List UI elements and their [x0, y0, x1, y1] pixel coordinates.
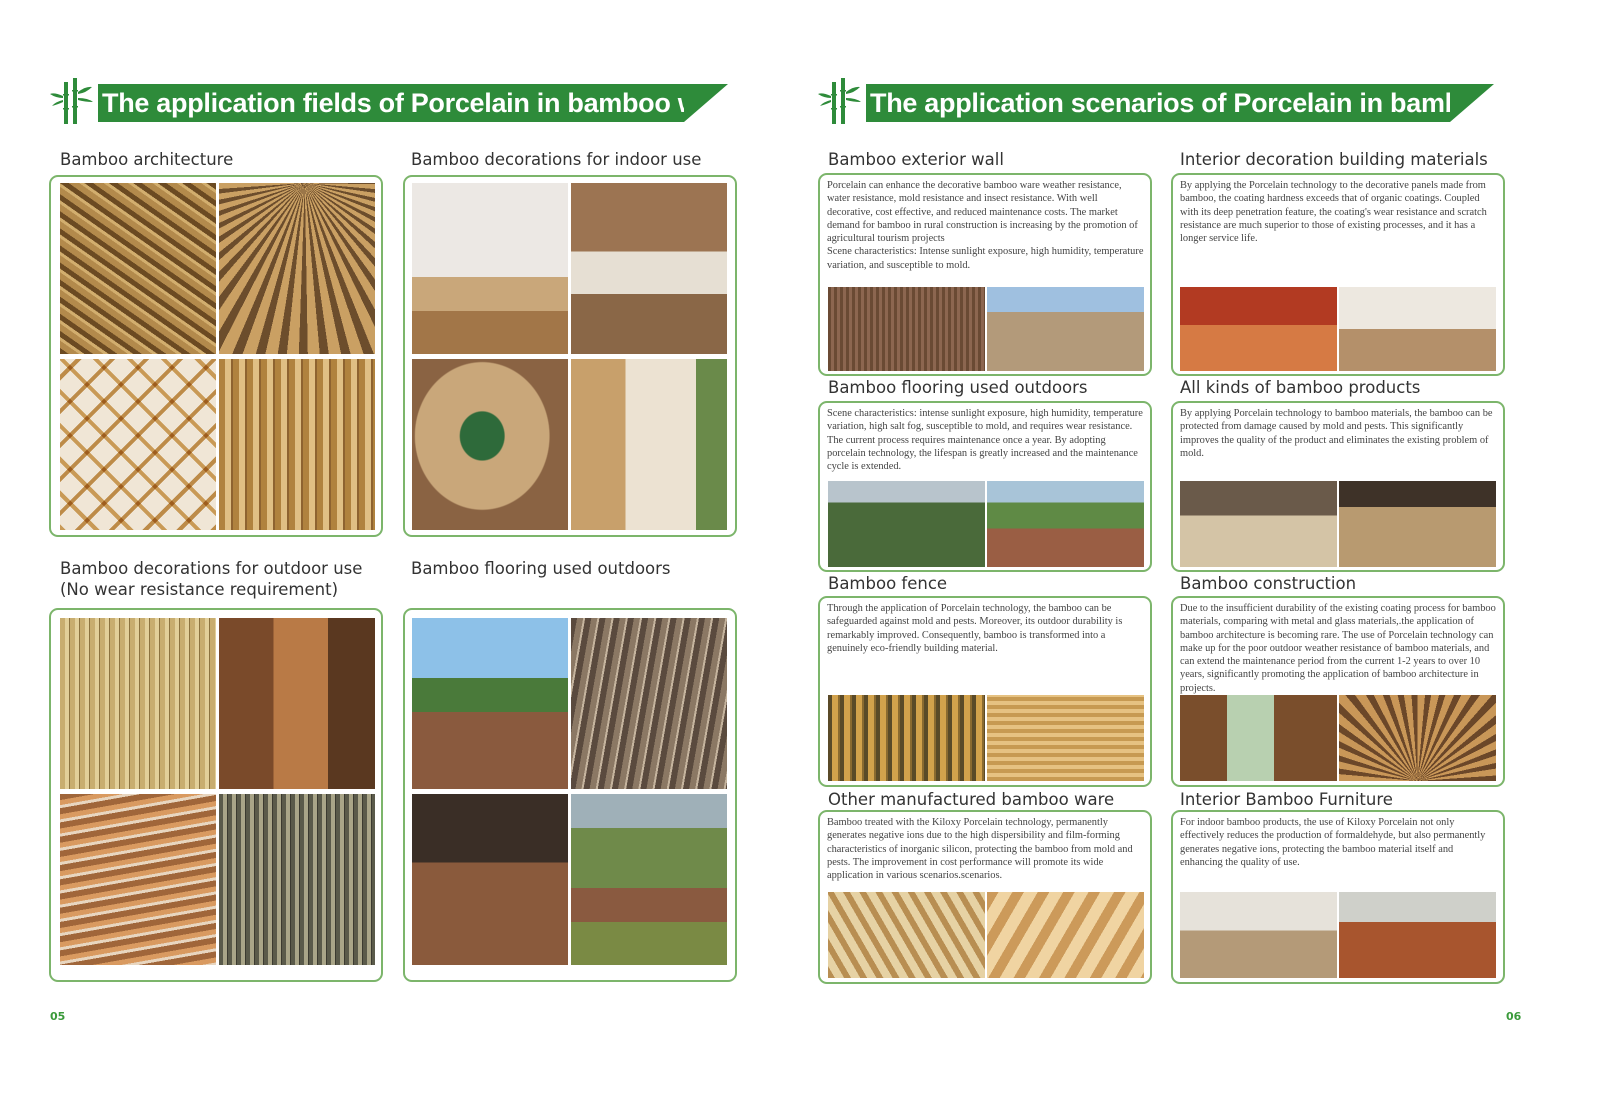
- page-number-right: 06: [1506, 1010, 1522, 1023]
- left-heading: The application fields of Porcelain in bamboo ware.: [102, 88, 746, 118]
- photo: [828, 695, 985, 781]
- photo: [1180, 287, 1337, 371]
- scenario-card-interior-materials: [1171, 173, 1505, 376]
- scenario-card-bamboo-fence: [818, 596, 1152, 787]
- photo: [219, 794, 375, 965]
- scenario-text: Due to the insufficient durability of the existing coating process for bamboo materials, comparing with metal and glass materials,.the application of bamboo architecture is becoming rare. The use of Porcelain technology can make up for the poor outdoor weather resistance of bamboo materials, and can extend the maintenance period from the current 1-2 years to over 10 years, significantly promoting the application of bamboo architecture in projects.: [1180, 603, 1496, 694]
- photo: [412, 359, 568, 530]
- photo: [571, 183, 727, 354]
- photo: [828, 481, 985, 567]
- photo: [1180, 695, 1337, 781]
- scenario-title: Interior Bamboo Furniture: [1180, 790, 1393, 809]
- photo: [219, 618, 375, 789]
- bamboo-icon: [818, 78, 862, 124]
- caption-indoor-decorations: Bamboo decorations for indoor use: [411, 150, 702, 169]
- page-number-left: 05: [50, 1010, 66, 1023]
- caption-outdoor-flooring: Bamboo flooring used outdoors: [411, 559, 671, 578]
- photo: [1339, 481, 1496, 567]
- scenario-title: Other manufactured bamboo ware: [828, 790, 1115, 809]
- bamboo-icon: [50, 78, 94, 124]
- scenario-text: Scene characteristics: intense sunlight exposure, high humidity, temperature variation, high salt fog, susceptible to mold, and requires wear resistance. The current process requires maintenance once a year. By adopting porcelain technology, the lifespan is greatly increased and the maintenance cycle is extended.: [827, 408, 1143, 473]
- photo-grid-outdoor-decorations: [49, 608, 383, 982]
- scenario-title: Interior decoration building materials: [1180, 150, 1488, 169]
- photo: [60, 183, 216, 354]
- right-heading: The application scenarios of Porcelain in bamboo ware: [870, 88, 1561, 118]
- scenario-text: By applying the Porcelain technology to the decorative panels made from bamboo, the coating hardness exceeds that of organic coatings. Coupled with its deep penetration feature, the coating's wear resistance and scratch resistance are much superior to those of existing processes, and it has a longer service life.: [1180, 180, 1487, 245]
- photo: [1339, 892, 1496, 978]
- photo: [1339, 287, 1496, 371]
- photo: [987, 287, 1144, 371]
- scenario-title: All kinds of bamboo products: [1180, 378, 1421, 397]
- scenario-text: Bamboo treated with the Kiloxy Porcelain technology, permanently generates negative ions due to the high dispersibility and film-forming characteristics of inorganic silicon, protecting the bamboo from mold and pests. The improvement in cost performance will promote its wide application in various scenarios.scenarios.: [827, 817, 1133, 882]
- photo: [412, 183, 568, 354]
- scenario-title: Bamboo exterior wall: [828, 150, 1004, 169]
- photo: [60, 618, 216, 789]
- photo: [412, 794, 568, 965]
- scenario-title: Bamboo construction: [1180, 574, 1357, 593]
- photo: [1180, 892, 1337, 978]
- photo: [1339, 695, 1496, 781]
- scenario-text: Porcelain can enhance the decorative bamboo ware weather resistance, water resistance, mold resistance and insect resistance. With well decorative, cost effective, and reduced maintenance costs. The market demand for bamboo in rural construction is increasing by the promotion of agricultural tourism projects Scene characteristics: Intense sunlight exposure, high humidity, temperature variation, and susceptible to mold.: [827, 180, 1144, 271]
- photo: [828, 892, 985, 978]
- photo: [60, 359, 216, 530]
- scenario-title: Bamboo fence: [828, 574, 948, 593]
- photo: [571, 359, 727, 530]
- photo-grid-indoor-decorations: [403, 175, 737, 537]
- scenario-text: By applying Porcelain technology to bamboo materials, the bamboo can be protected from damage caused by mold and pests. This significantly improves the quality of the product and eliminates the existing problem of mold.: [1180, 408, 1493, 459]
- photo-grid-outdoor-flooring: [403, 608, 737, 982]
- scenario-card-outdoor-flooring: [818, 401, 1152, 572]
- photo: [987, 481, 1144, 567]
- scenario-text: For indoor bamboo products, the use of Kiloxy Porcelain not only effectively reduces the production of formaldehyde, but also permanently generates negative ions, protecting the bamboo material itself and enhancing the quality of use.: [1180, 817, 1486, 868]
- photo: [412, 618, 568, 789]
- photo: [987, 695, 1144, 781]
- scenario-card-other-bamboo-ware: [818, 810, 1152, 984]
- scenario-card-bamboo-construction: [1171, 596, 1505, 787]
- scenario-card-exterior-wall: [818, 173, 1152, 376]
- caption-outdoor-decorations-note: (No wear resistance requirement): [60, 580, 339, 599]
- photo: [219, 359, 375, 530]
- caption-bamboo-architecture: Bamboo architecture: [60, 150, 234, 169]
- photo: [219, 183, 375, 354]
- photo-grid-bamboo-architecture: [49, 175, 383, 537]
- photo: [571, 794, 727, 965]
- scenario-title: Bamboo flooring used outdoors: [828, 378, 1088, 397]
- photo: [828, 287, 985, 371]
- caption-outdoor-decorations: Bamboo decorations for outdoor use: [60, 559, 363, 578]
- scenario-text: Through the application of Porcelain technology, the bamboo can be safeguarded against mold and pests. Moreover, its outdoor durability is remarkably improved. Consequently, bamboo is transformed into a genuinely eco-friendly building material.: [827, 603, 1123, 654]
- photo: [571, 618, 727, 789]
- photo: [60, 794, 216, 965]
- scenario-card-bamboo-products: [1171, 401, 1505, 572]
- photo: [987, 892, 1144, 978]
- scenario-card-interior-furniture: [1171, 810, 1505, 984]
- photo: [1180, 481, 1337, 567]
